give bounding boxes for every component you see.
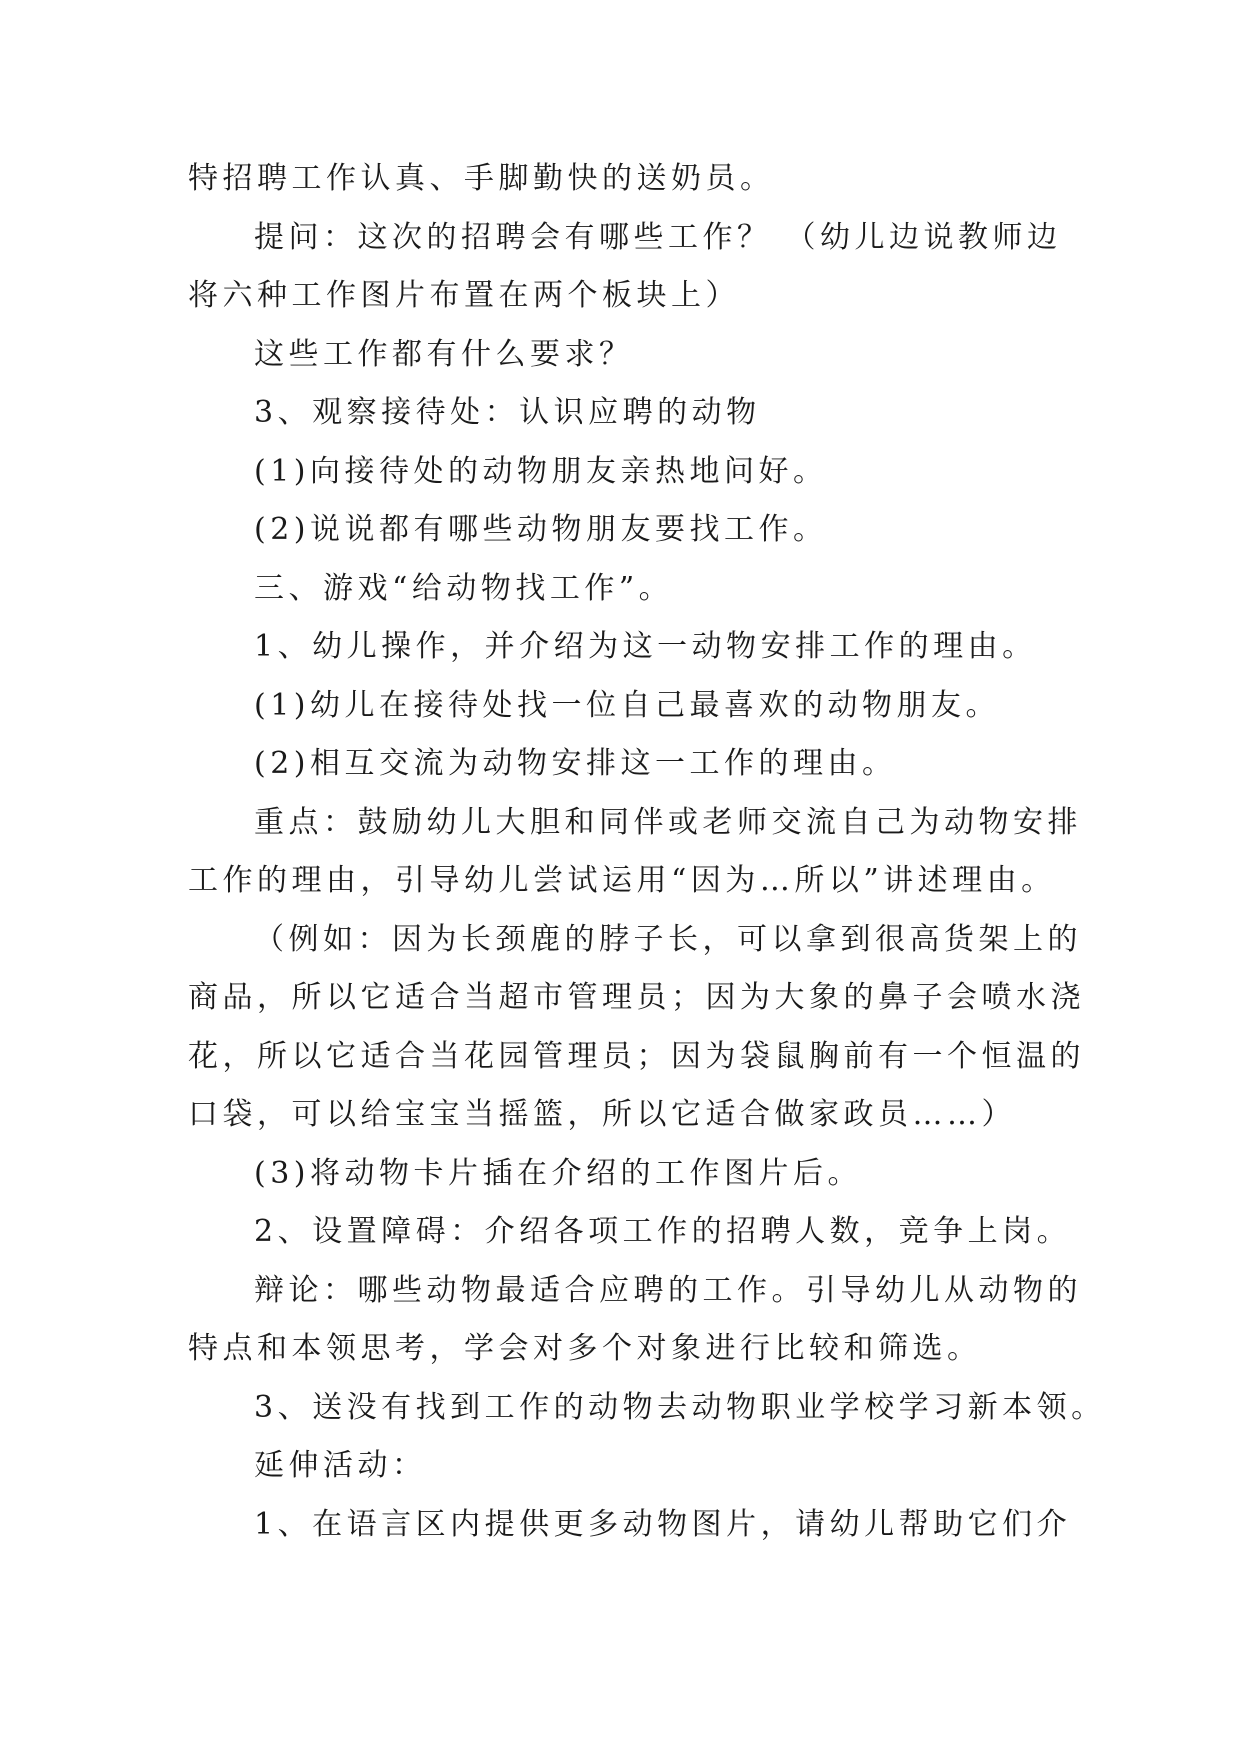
section-heading: 延伸活动：: [254, 1448, 427, 1483]
text-line: 特招聘工作认真、手脚勤快的送奶员。: [188, 161, 775, 196]
text-line: 这些工作都有什么要求？: [254, 336, 634, 372]
section-heading: 三、游戏“给动物找工作”。: [254, 570, 674, 606]
text-line: 重点：鼓励幼儿大胆和同伴或老师交流自己为动物安排: [254, 804, 1082, 840]
text-line: (2)说说都有哪些动物朋友要找工作。: [254, 512, 828, 547]
text-line: 3、观察接待处：认识应聘的动物: [254, 395, 761, 430]
text-line: 特点和本领思考，学会对多个对象进行比较和筛选。: [188, 1331, 982, 1366]
text-line: 2、设置障碍：介绍各项工作的招聘人数，竞争上岗。: [254, 1214, 1072, 1249]
text-line: 口袋，可以给宝宝当摇篮，所以它适合做家政员……）: [188, 1097, 1016, 1132]
text-line: 花，所以它适合当花园管理员；因为袋鼠胸前有一个恒温的: [188, 1038, 1085, 1074]
text-line: 辩论：哪些动物最适合应聘的工作。引导幼儿从动物的: [254, 1272, 1082, 1308]
text-line: 1、幼儿操作，并介绍为这一动物安排工作的理由。: [254, 629, 1037, 664]
text-line: (1)幼儿在接待处找一位自己最喜欢的动物朋友。: [254, 687, 1000, 723]
text-line: 将六种工作图片布置在两个板块上）: [188, 278, 740, 313]
text-line: 工作的理由，引导幼儿尝试运用“因为…所以”讲述理由。: [188, 863, 1056, 898]
text-line: 提问：这次的招聘会有哪些工作？ （幼儿边说教师边: [254, 219, 1062, 255]
text-line: (2)相互交流为动物安排这一工作的理由。: [254, 746, 897, 781]
text-line: (1)向接待处的动物朋友亲热地问好。: [254, 453, 828, 489]
text-line: 商品，所以它适合当超市管理员；因为大象的鼻子会喷水浇: [188, 980, 1085, 1015]
text-line: （例如：因为长颈鹿的脖子长，可以拿到很高货架上的: [254, 921, 1082, 957]
text-line: 1、在语言区内提供更多动物图片，请幼儿帮助它们介: [254, 1506, 1072, 1542]
text-line: 3、送没有找到工作的动物去动物职业学校学习新本领。: [254, 1389, 1106, 1425]
text-line: (3)将动物卡片插在介绍的工作图片后。: [254, 1155, 862, 1191]
document-body: [188, 150, 1106, 1554]
